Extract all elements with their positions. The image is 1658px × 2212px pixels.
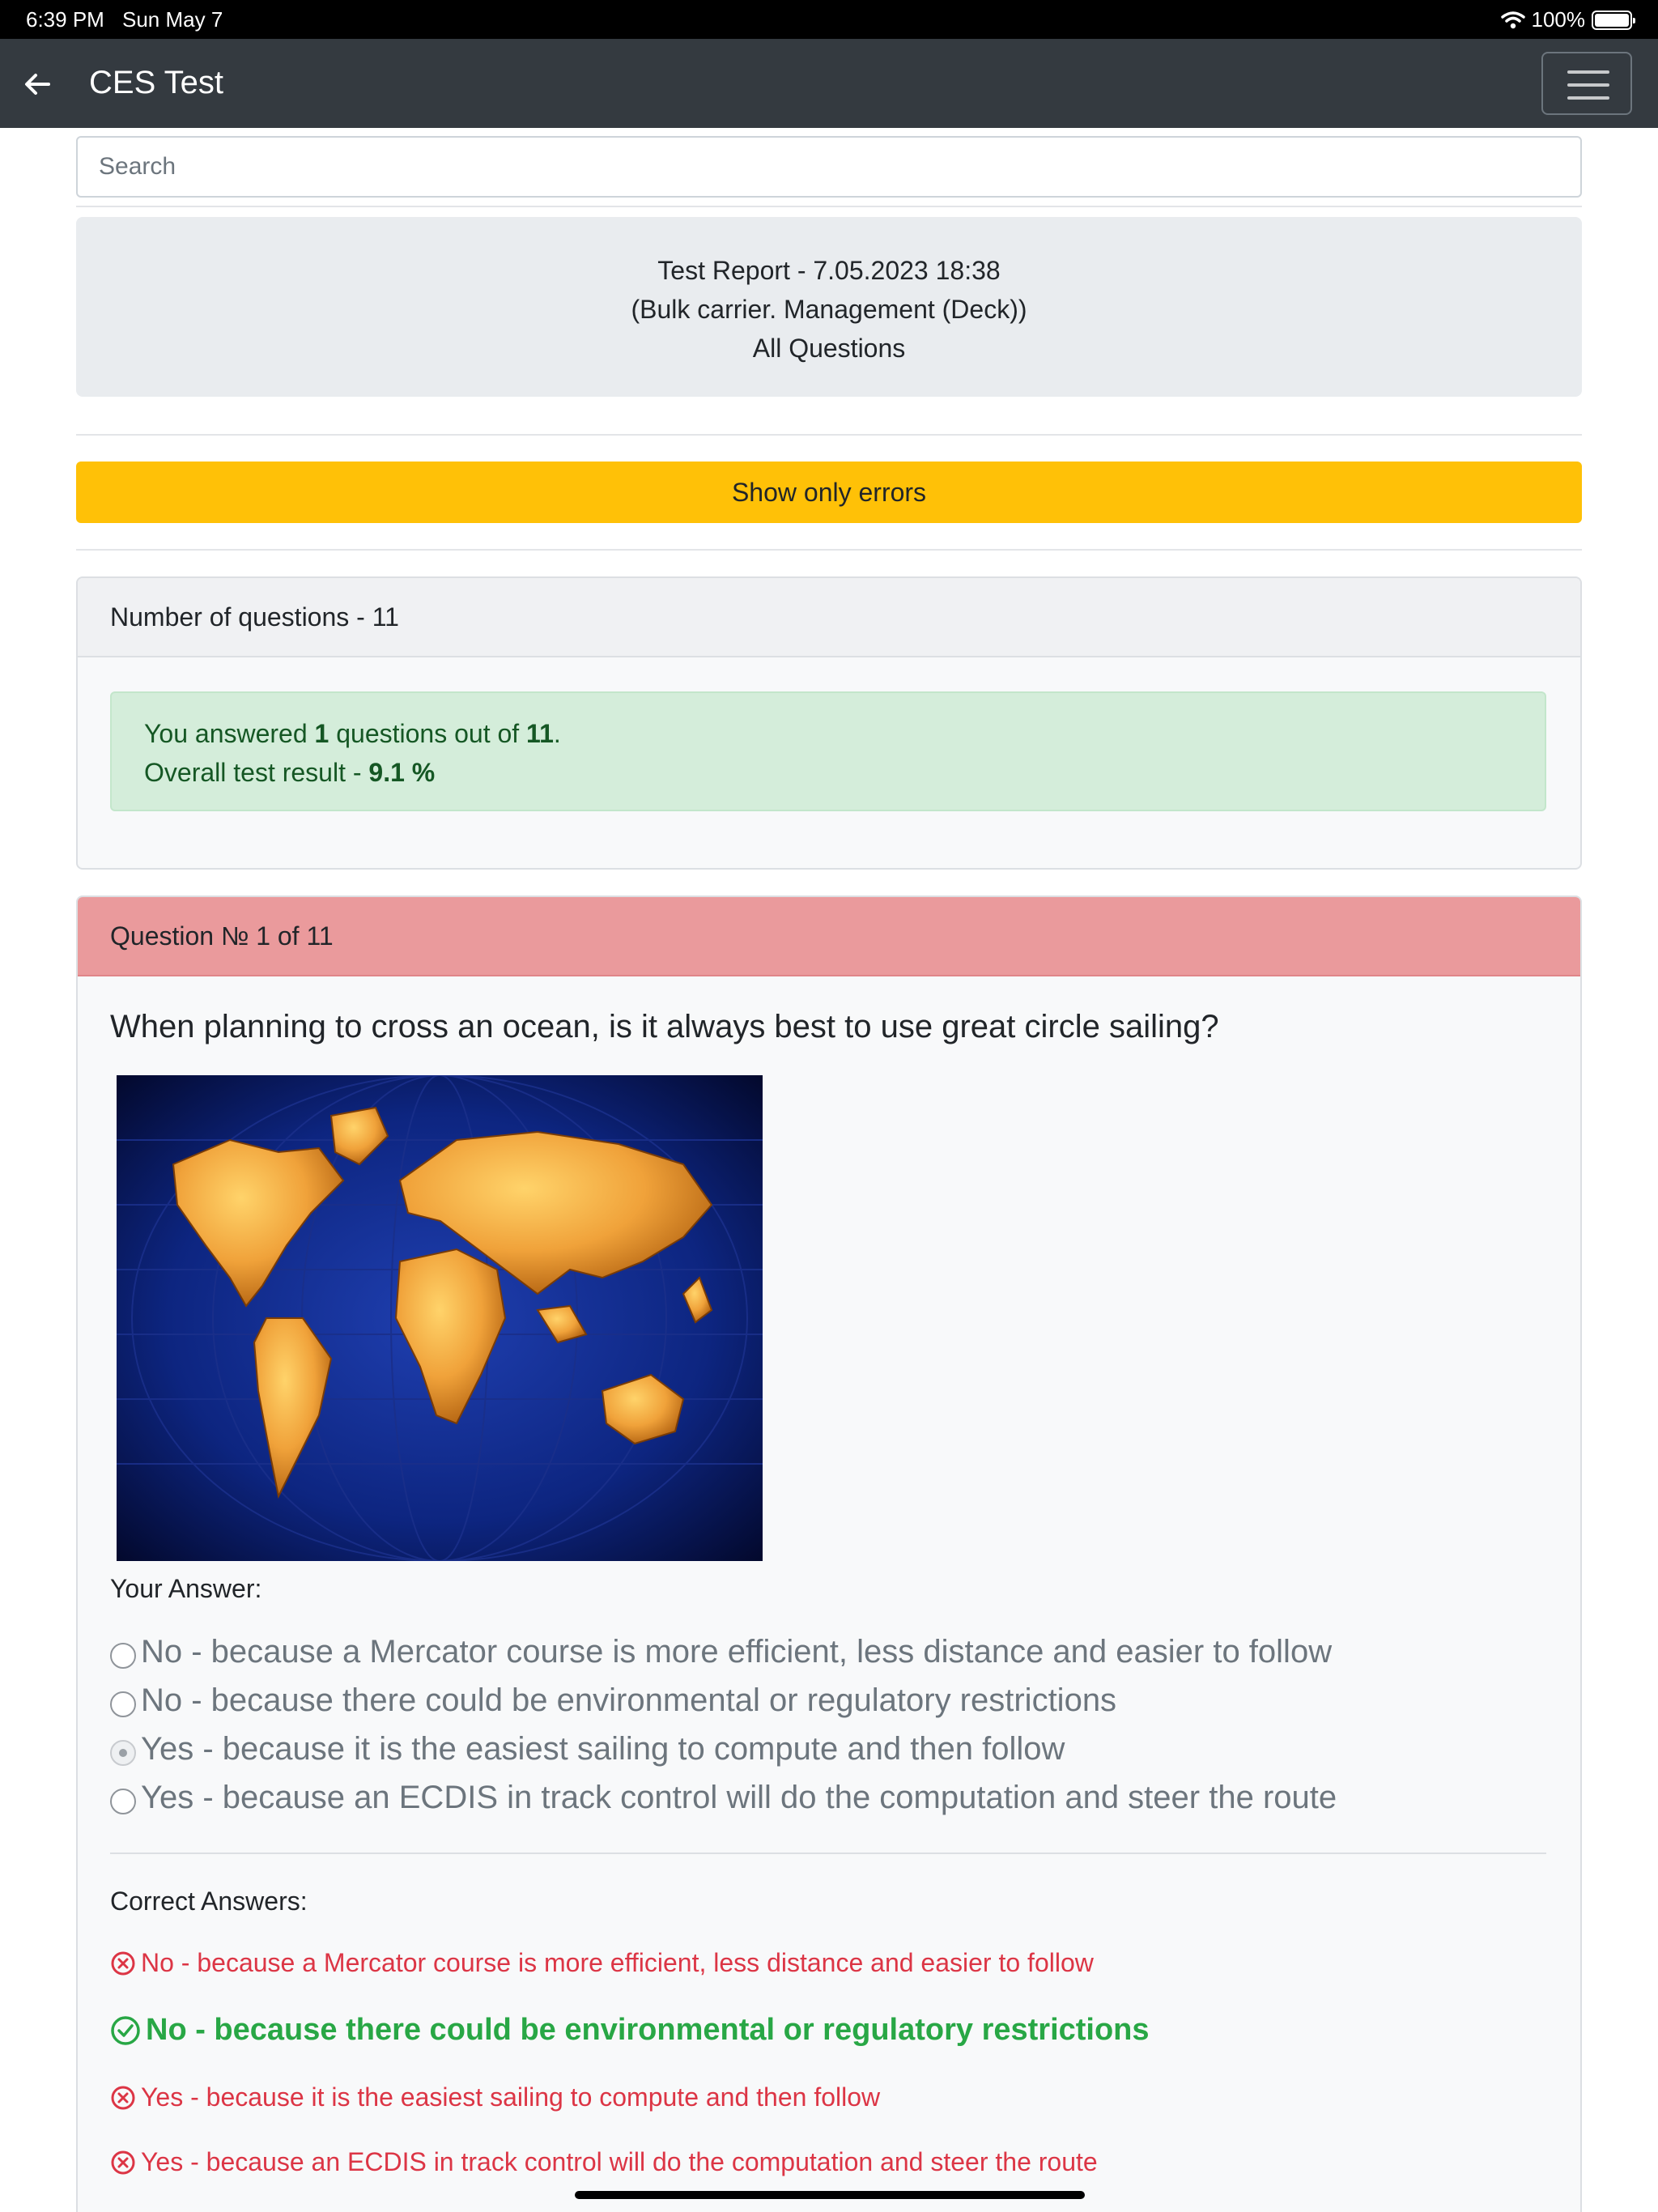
result-item-correct	[110, 2013, 1150, 2048]
option-label: Yes - because an ECDIS in track control will do the computation and steer the route	[141, 1780, 1337, 1815]
report-category: (Bulk carrier. Management (Deck))	[631, 295, 1027, 324]
result-label: No - because there could be environmental or regulatory restrictions	[146, 2013, 1150, 2047]
status-date: Sun May 7	[122, 7, 223, 32]
x-circle-icon	[110, 2150, 136, 2176]
question-card	[76, 895, 1582, 2212]
search-input[interactable]	[76, 136, 1582, 198]
summary-card	[76, 576, 1582, 870]
battery-percent: 100%	[1531, 7, 1585, 32]
summary-header: Number of questions - 11	[78, 578, 1580, 657]
question-header: Question № 1 of 11	[78, 897, 1580, 976]
x-circle-icon	[110, 1950, 136, 1976]
answered-count: 1	[314, 719, 329, 748]
correct-answers-label: Correct Answers:	[110, 1887, 308, 1916]
divider	[76, 434, 1582, 436]
check-circle-icon	[110, 2015, 141, 2046]
divider	[76, 549, 1582, 551]
answer-option[interactable]	[110, 1731, 1065, 1767]
answer-option[interactable]	[110, 1634, 1332, 1670]
answer-option[interactable]	[110, 1682, 1116, 1719]
radio-button[interactable]	[110, 1789, 136, 1814]
answer-option[interactable]	[110, 1780, 1337, 1816]
navbar	[0, 39, 1658, 128]
radio-button-selected[interactable]	[110, 1740, 136, 1766]
back-arrow-icon[interactable]	[23, 70, 52, 99]
status-bar	[0, 0, 1658, 39]
question-text: When planning to cross an ocean, is it always best to use great circle sailing?	[110, 1009, 1219, 1044]
home-indicator[interactable]	[575, 2191, 1085, 2199]
report-scope: All Questions	[752, 334, 906, 363]
result-line: Overall test result - 9.1 %	[144, 758, 436, 787]
status-right	[1501, 7, 1633, 32]
result-label: Yes - because it is the easiest sailing to compute and then follow	[141, 2082, 881, 2112]
option-label: No - because there could be environmental or regulatory restrictions	[141, 1682, 1117, 1718]
result-item-wrong	[110, 1948, 1094, 1978]
result-alert	[110, 691, 1546, 811]
show-only-errors-button[interactable]: Show only errors	[76, 462, 1582, 523]
result-item-wrong	[110, 2147, 1098, 2177]
result-label: No - because a Mercator course is more efficient, less distance and easier to follow	[141, 1948, 1094, 1977]
option-label: Yes - because it is the easiest sailing to compute and then follow	[141, 1731, 1065, 1767]
hamburger-icon	[1567, 70, 1609, 74]
wifi-icon	[1501, 11, 1525, 30]
x-circle-icon	[110, 2085, 136, 2111]
result-item-wrong	[110, 2082, 880, 2112]
radio-button[interactable]	[110, 1643, 136, 1669]
report-info	[76, 217, 1582, 397]
battery-icon	[1592, 11, 1632, 30]
result-percent: 9.1 %	[368, 758, 436, 787]
divider	[110, 1853, 1546, 1854]
status-time: 6:39 PM	[26, 7, 104, 32]
total-count: 11	[526, 719, 554, 748]
your-answer-label: Your Answer:	[110, 1574, 262, 1603]
menu-toggle-button[interactable]	[1541, 52, 1632, 115]
page-title: CES Test	[89, 65, 223, 100]
report-title: Test Report - 7.05.2023 18:38	[657, 256, 1001, 285]
divider	[76, 206, 1582, 207]
result-label: Yes - because an ECDIS in track control will do the computation and steer the route	[141, 2147, 1098, 2176]
world-map-image	[117, 1075, 763, 1561]
radio-button[interactable]	[110, 1691, 136, 1717]
option-label: No - because a Mercator course is more efficient, less distance and easier to follow	[141, 1634, 1333, 1670]
answered-line: You answered 1 questions out of 11.	[144, 719, 561, 748]
